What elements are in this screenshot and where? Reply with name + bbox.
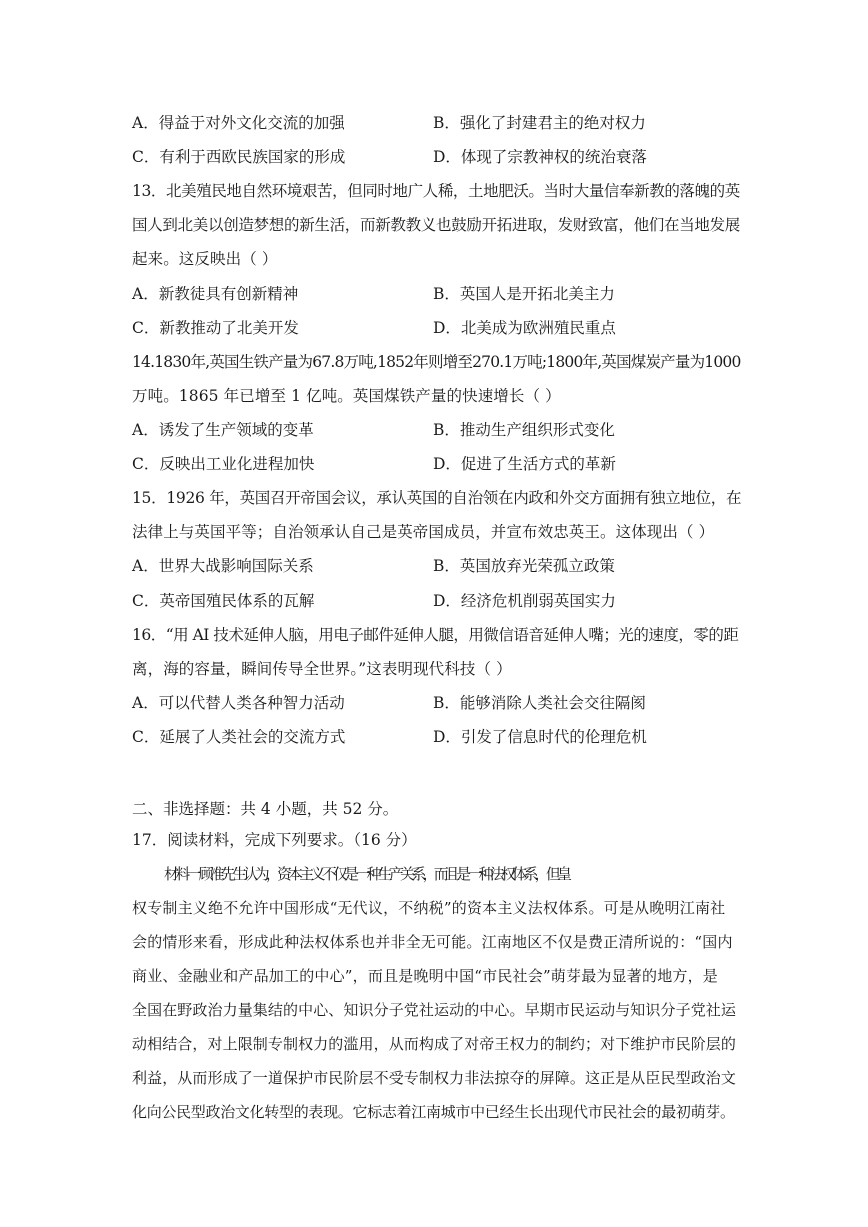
q13-option-b: B．英国人是开拓北美主力 bbox=[433, 285, 615, 303]
q17-prompt: 17．阅读材料，完成下列要求。（16 分） bbox=[132, 831, 417, 849]
q16-option-d: D．引发了信息时代的伦理危机 bbox=[433, 728, 647, 746]
q13-option-c: C．新教推动了北美开发 bbox=[132, 319, 299, 337]
material-line-4: 商业、金融业和产品加工的中心”，而且是晚明中国“市民社会”萌芽最为显著的地方，是 bbox=[132, 967, 719, 985]
material-line-6: 动相结合，对上限制专制权力的滥用，从而构成了对帝王权力的制约；对下维护市民阶层的 bbox=[132, 1035, 737, 1053]
q14-option-b: B．推动生产组织形式变化 bbox=[433, 421, 615, 439]
material-line-5: 全国在野政治力量集结的中心、知识分子党社运动的中心。早期市民运动与知识分子党社运 bbox=[132, 1001, 737, 1019]
q12-option-a: A．得益于对外文化交流的加强 bbox=[132, 114, 345, 132]
material-line-3: 会的情形来看，形成此种法权体系也并非全无可能。江南地区不仅是费正清所说的：“国内 bbox=[132, 933, 733, 951]
q15-stem-line-1: 15．1926 年，英国召开帝国会议，承认英国的自治领在内政和外交方面拥有独立地位，在 bbox=[132, 489, 742, 507]
q12-option-b: B．强化了封建君主的绝对权力 bbox=[433, 114, 646, 132]
q12-option-c: C．有利于西欧民族国家的形成 bbox=[132, 148, 346, 166]
q16-stem-line-1: 16．“用 AI 技术延伸人脑，用电子邮件延伸人腿，用微信语音延伸人嘴；光的速度，零的距 bbox=[132, 626, 739, 644]
q16-stem-line-2: 离，海的容量，瞬间传导全世界。”这表明现代科技（ ） bbox=[132, 660, 512, 678]
material-line-2: 权专制主义绝不允许中国形成“无代议，不纳税”的资本主义法权体系。可是从晚明江南社 bbox=[132, 899, 726, 917]
q13-stem-line-1: 13．北美殖民地自然环境艰苦，但同时地广人稀，土地肥沃。当时大量信奉新教的落魄的英 bbox=[132, 182, 740, 200]
q13-stem-line-3: 起来。这反映出（ ） bbox=[132, 250, 278, 268]
q12-option-d: D．体现了宗教神权的统治衰落 bbox=[433, 148, 647, 166]
q15-stem-line-2: 法律上与英国平等；自治领承认自己是英帝国成员，并宣布效忠英王。这体现出（ ） bbox=[132, 523, 715, 541]
q16-option-b: B．能够消除人类社会交往隔阂 bbox=[433, 694, 646, 712]
q15-option-b: B．英国放弃光荣孤立政策 bbox=[433, 557, 615, 575]
q14-option-a: A．诱发了生产领域的变革 bbox=[132, 421, 314, 439]
material-line-8: 化向公民型政治文化转型的表现。它标志着江南城市中已经生长出现代市民社会的最初萌芽。 bbox=[132, 1103, 735, 1121]
q15-option-d: D．经济危机削弱英国实力 bbox=[433, 592, 616, 610]
q15-option-c: C．英帝国殖民体系的瓦解 bbox=[132, 592, 315, 610]
q16-option-c: C．延展了人类社会的交流方式 bbox=[132, 728, 346, 746]
q13-option-d: D．北美成为欧洲殖民重点 bbox=[433, 319, 616, 337]
q14-option-c: C．反映出工业化进程加快 bbox=[132, 455, 315, 473]
q15-option-a: A．世界大战影响国际关系 bbox=[132, 557, 314, 575]
q13-stem-line-2: 国人到北美以创造梦想的新生活，而新教教义也鼓励开拓进取，发财致富，他们在当地发展 bbox=[132, 216, 741, 234]
material-line-7: 利益，从而形成了一道保护市民阶层不受专制权力非法掠夺的屏障。这正是从臣民型政治文 bbox=[132, 1069, 737, 1087]
q13-option-a: A．新教徒具有创新精神 bbox=[132, 285, 299, 303]
material-line-1: 材料一 顾准先生认为，资本主义不仅是一种生产关系，而且是一种法权体系，但皇 bbox=[164, 865, 569, 883]
section-heading: 二、非选择题：共 4 小题，共 52 分。 bbox=[132, 800, 399, 818]
q14-stem-line-1: 14.1830年,英国生铁产量为67.8万吨,1852年则增至270.1万吨;1800年,英国煤炭产量为1000 bbox=[132, 353, 741, 371]
q14-option-d: D．促进了生活方式的革新 bbox=[433, 455, 616, 473]
q14-stem-line-2: 万吨。1865 年已增至 1 亿吨。英国煤铁产量的快速增长（ ） bbox=[132, 387, 561, 405]
q16-option-a: A．可以代替人类各种智力活动 bbox=[132, 694, 345, 712]
